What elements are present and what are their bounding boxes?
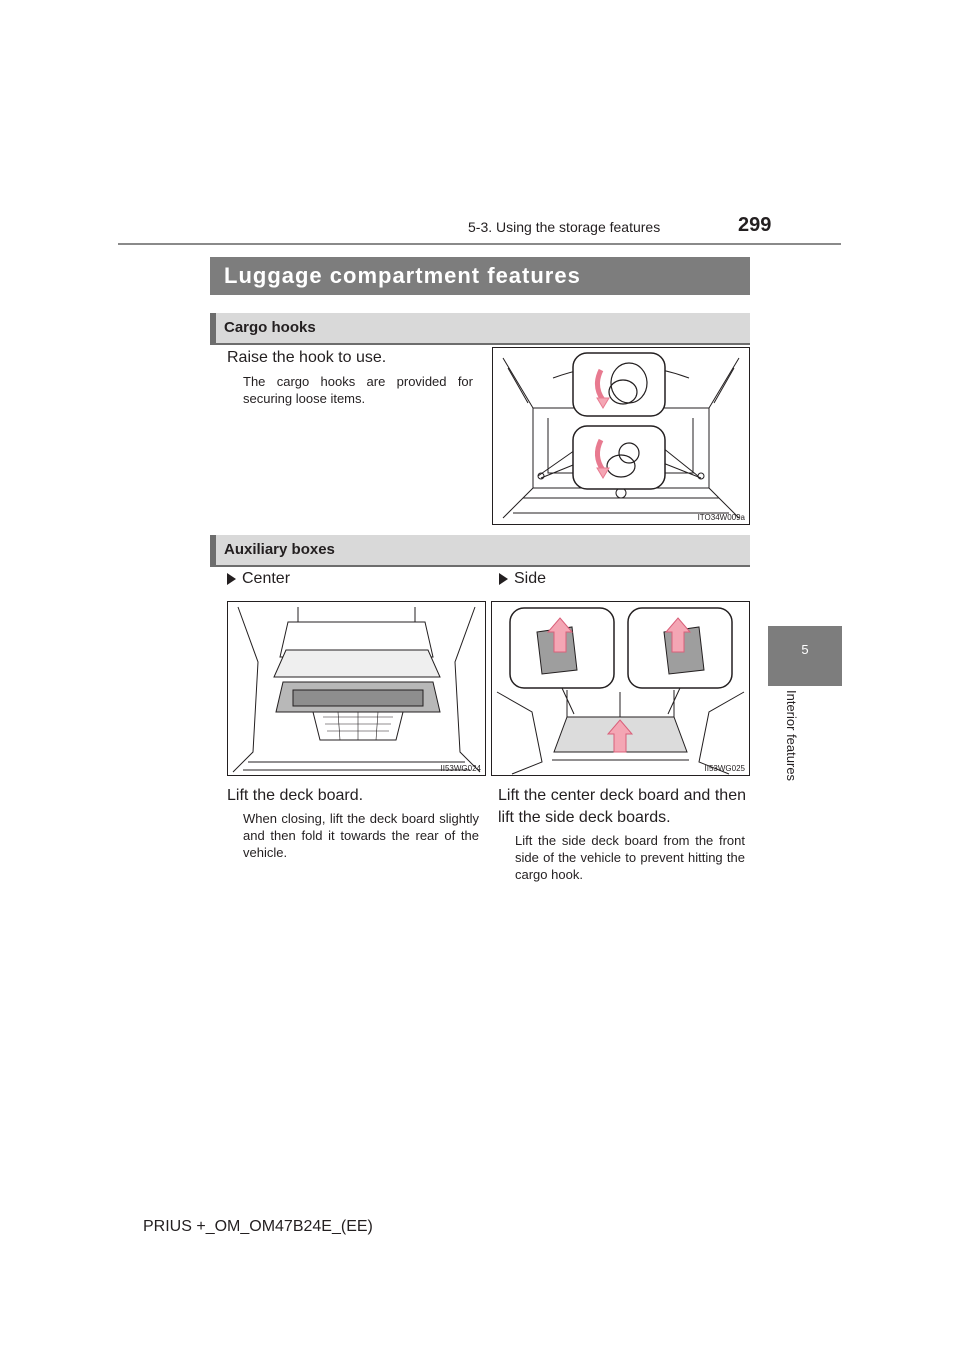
side-instruction: Lift the center deck board and then lift the side deck boards. [498, 787, 746, 826]
center-box-illustration [228, 602, 485, 775]
cargo-hooks-heading-underline [210, 343, 750, 345]
cargo-hooks-figure-code: ITO34W009a [697, 513, 745, 522]
cargo-hooks-figure [492, 347, 750, 525]
triangle-bullet-icon [227, 573, 236, 585]
side-box-illustration [492, 602, 749, 775]
cargo-hooks-heading: Cargo hooks [224, 319, 316, 336]
side-label-text: Side [514, 570, 547, 587]
cargo-hooks-note: The cargo hooks are provided for securing loose items. [243, 374, 473, 406]
auxiliary-boxes-heading: Auxiliary boxes [224, 541, 335, 558]
chapter-label: Interior features [784, 690, 799, 782]
page-number: 299 [738, 214, 772, 236]
page-title: Luggage compartment features [224, 263, 581, 288]
triangle-bullet-icon [499, 573, 508, 585]
side-note: Lift the side deck board from the front side of the vehicle to prevent hitting the cargo hook. [515, 833, 745, 882]
chapter-label-box [754, 690, 844, 800]
header-rule [118, 243, 841, 245]
center-note: When closing, lift the deck board slightly and then fold it towards the rear of the vehicle. [243, 811, 479, 860]
side-box-figure-code: II53WG025 [704, 764, 745, 773]
center-box-figure-code: II53WG024 [440, 764, 481, 773]
document-code: PRIUS +_OM_OM47B24E_(EE) [143, 1218, 373, 1235]
center-label [227, 568, 290, 590]
center-box-figure [227, 601, 486, 776]
center-label-text: Center [242, 570, 291, 587]
auxiliary-boxes-heading-bar [210, 535, 750, 565]
auxiliary-boxes-heading-underline [210, 565, 750, 567]
center-instruction: Lift the deck board. [227, 787, 364, 804]
cargo-hooks-heading-bar [210, 313, 750, 343]
chapter-number: 5 [801, 642, 809, 657]
cargo-hooks-illustration [493, 348, 749, 524]
cargo-hooks-instruction: Raise the hook to use. [227, 349, 387, 366]
side-box-figure [491, 601, 750, 776]
section-reference: 5-3. Using the storage features [468, 219, 661, 235]
side-label [499, 568, 546, 590]
